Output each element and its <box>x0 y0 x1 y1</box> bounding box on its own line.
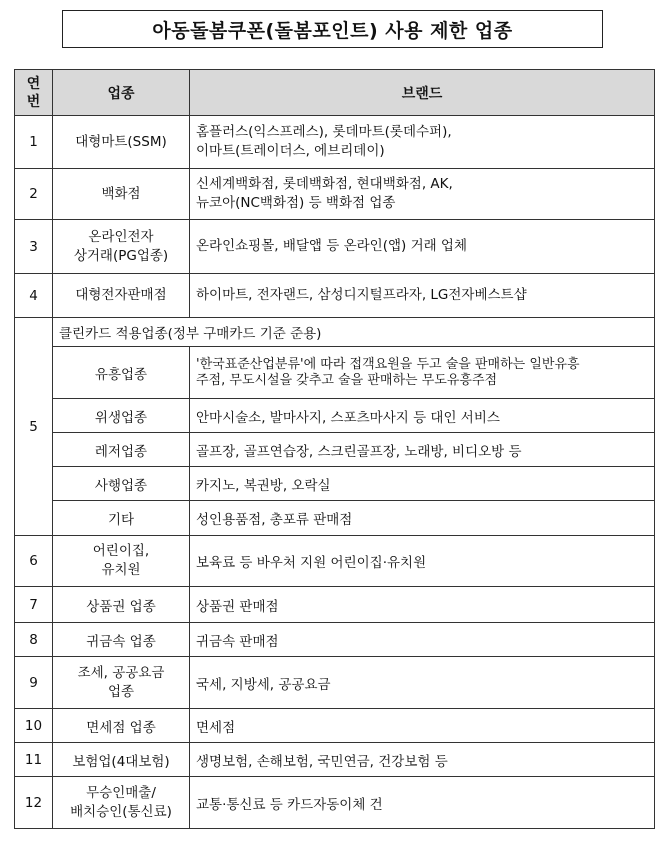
brand-text: 이마트(트레이더스, 에브리데이) <box>196 143 385 159</box>
category-text: 업종 <box>107 683 135 700</box>
header-no <box>15 70 53 116</box>
table-header-row <box>15 70 655 116</box>
row-number: 6 <box>15 536 53 587</box>
category-text: 대형마트(SSM) <box>75 133 167 150</box>
row-brand: 성인용품점, 총포류 판매점 <box>190 501 655 536</box>
row-brand: 보육료 등 바우처 지원 어린이집·유치원 <box>190 536 655 587</box>
row-category: 상품권 업종 <box>53 587 190 623</box>
row-number: 12 <box>15 777 53 829</box>
category-text: 온라인전자 <box>88 228 154 245</box>
table-row <box>15 347 655 399</box>
table-row <box>15 274 655 318</box>
row-category: 레저업종 <box>53 433 190 467</box>
brand-text: 하이마트, 전자랜드, 삼성디지털프라자, LG전자베스트샵 <box>196 287 527 303</box>
row-category <box>53 116 190 169</box>
row-category <box>53 536 190 587</box>
row-brand: 상품권 판매점 <box>190 587 655 623</box>
row-number: 11 <box>15 743 53 777</box>
row-brand <box>190 274 655 318</box>
table-row <box>15 536 655 587</box>
header-brand: 브랜드 <box>190 70 655 116</box>
brand-text: 뉴코아(NC백화점) 등 백화점 업종 <box>196 195 396 211</box>
row-brand: 카지노, 복권방, 오락실 <box>190 467 655 501</box>
row-category <box>53 169 190 220</box>
row-number: 5 <box>15 318 53 536</box>
category-text: 유치원 <box>101 562 141 578</box>
table-row <box>15 777 655 829</box>
category-text: 조세, 공공요금 <box>77 664 165 681</box>
row-number: 1 <box>15 116 53 169</box>
row-category: 위생업종 <box>53 399 190 433</box>
category-text: 대형전자판매점 <box>75 287 167 303</box>
row-brand: 안마시술소, 발마사지, 스포츠마사지 등 대인 서비스 <box>190 399 655 433</box>
table-row <box>15 657 655 709</box>
brand-text: 홈플러스(익스프레스), 롯데마트(롯데수퍼), <box>196 124 452 140</box>
row-number: 3 <box>15 220 53 274</box>
brand-text: 온라인쇼핑몰, 배달앱 등 온라인(앱) 거래 업체 <box>196 238 468 254</box>
row-number: 9 <box>15 657 53 709</box>
row-brand: 귀금속 판매점 <box>190 623 655 657</box>
row-category: 기타 <box>53 501 190 536</box>
row-brand <box>190 116 655 169</box>
table-row <box>15 116 655 169</box>
table-row <box>15 220 655 274</box>
row-category: 사행업종 <box>53 467 190 501</box>
row-number: 7 <box>15 587 53 623</box>
category-text: 백화점 <box>101 185 141 202</box>
row-category <box>53 274 190 318</box>
category-text: 어린이집, <box>92 543 150 559</box>
group-heading: 클린카드 적용업종(정부 구매카드 기준 준용) <box>53 318 655 347</box>
restriction-table <box>14 69 655 829</box>
table-row <box>15 433 655 467</box>
category-text: 배치승인(통신료) <box>70 803 172 820</box>
row-category: 면세점 업종 <box>53 709 190 743</box>
header-category: 업종 <box>53 70 190 116</box>
page-title: 아동돌봄쿠폰(돌봄포인트) 사용 제한 업종 <box>62 10 603 48</box>
table-row <box>15 169 655 220</box>
table-row <box>15 501 655 536</box>
table-row <box>15 587 655 623</box>
table-row <box>15 399 655 433</box>
row-number: 2 <box>15 169 53 220</box>
table-row <box>15 623 655 657</box>
row-category: 유흥업종 <box>53 347 190 399</box>
category-text: 상거래(PG업종) <box>73 247 169 264</box>
row-brand: 면세점 <box>190 709 655 743</box>
brand-text: '한국표준산업분류'에 따라 접객요원을 두고 술을 판매하는 일반유흥 <box>196 356 580 372</box>
table-row <box>15 467 655 501</box>
row-category: 귀금속 업종 <box>53 623 190 657</box>
table-row <box>15 318 655 347</box>
row-brand <box>190 347 655 399</box>
row-category <box>53 777 190 829</box>
category-text: 무승인매출/ <box>86 784 156 801</box>
brand-text: 주점, 무도시설을 갖추고 술을 판매하는 무도유흥주점 <box>196 372 498 388</box>
row-brand: 교통·통신료 등 카드자동이체 건 <box>190 777 655 829</box>
row-category <box>53 657 190 709</box>
row-number: 8 <box>15 623 53 657</box>
table-row <box>15 709 655 743</box>
header-no-line-1: 연 <box>26 75 41 92</box>
row-brand: 골프장, 골프연습장, 스크린골프장, 노래방, 비디오방 등 <box>190 433 655 467</box>
row-category <box>53 220 190 274</box>
row-number: 4 <box>15 274 53 318</box>
table-row <box>15 743 655 777</box>
row-brand <box>190 220 655 274</box>
row-brand: 생명보험, 손해보험, 국민연금, 건강보험 등 <box>190 743 655 777</box>
row-brand: 국세, 지방세, 공공요금 <box>190 657 655 709</box>
brand-text: 신세계백화점, 롯데백화점, 현대백화점, AK, <box>196 176 453 192</box>
row-category: 보험업(4대보험) <box>53 743 190 777</box>
header-no-line-2: 번 <box>26 93 41 110</box>
row-number: 10 <box>15 709 53 743</box>
row-brand <box>190 169 655 220</box>
